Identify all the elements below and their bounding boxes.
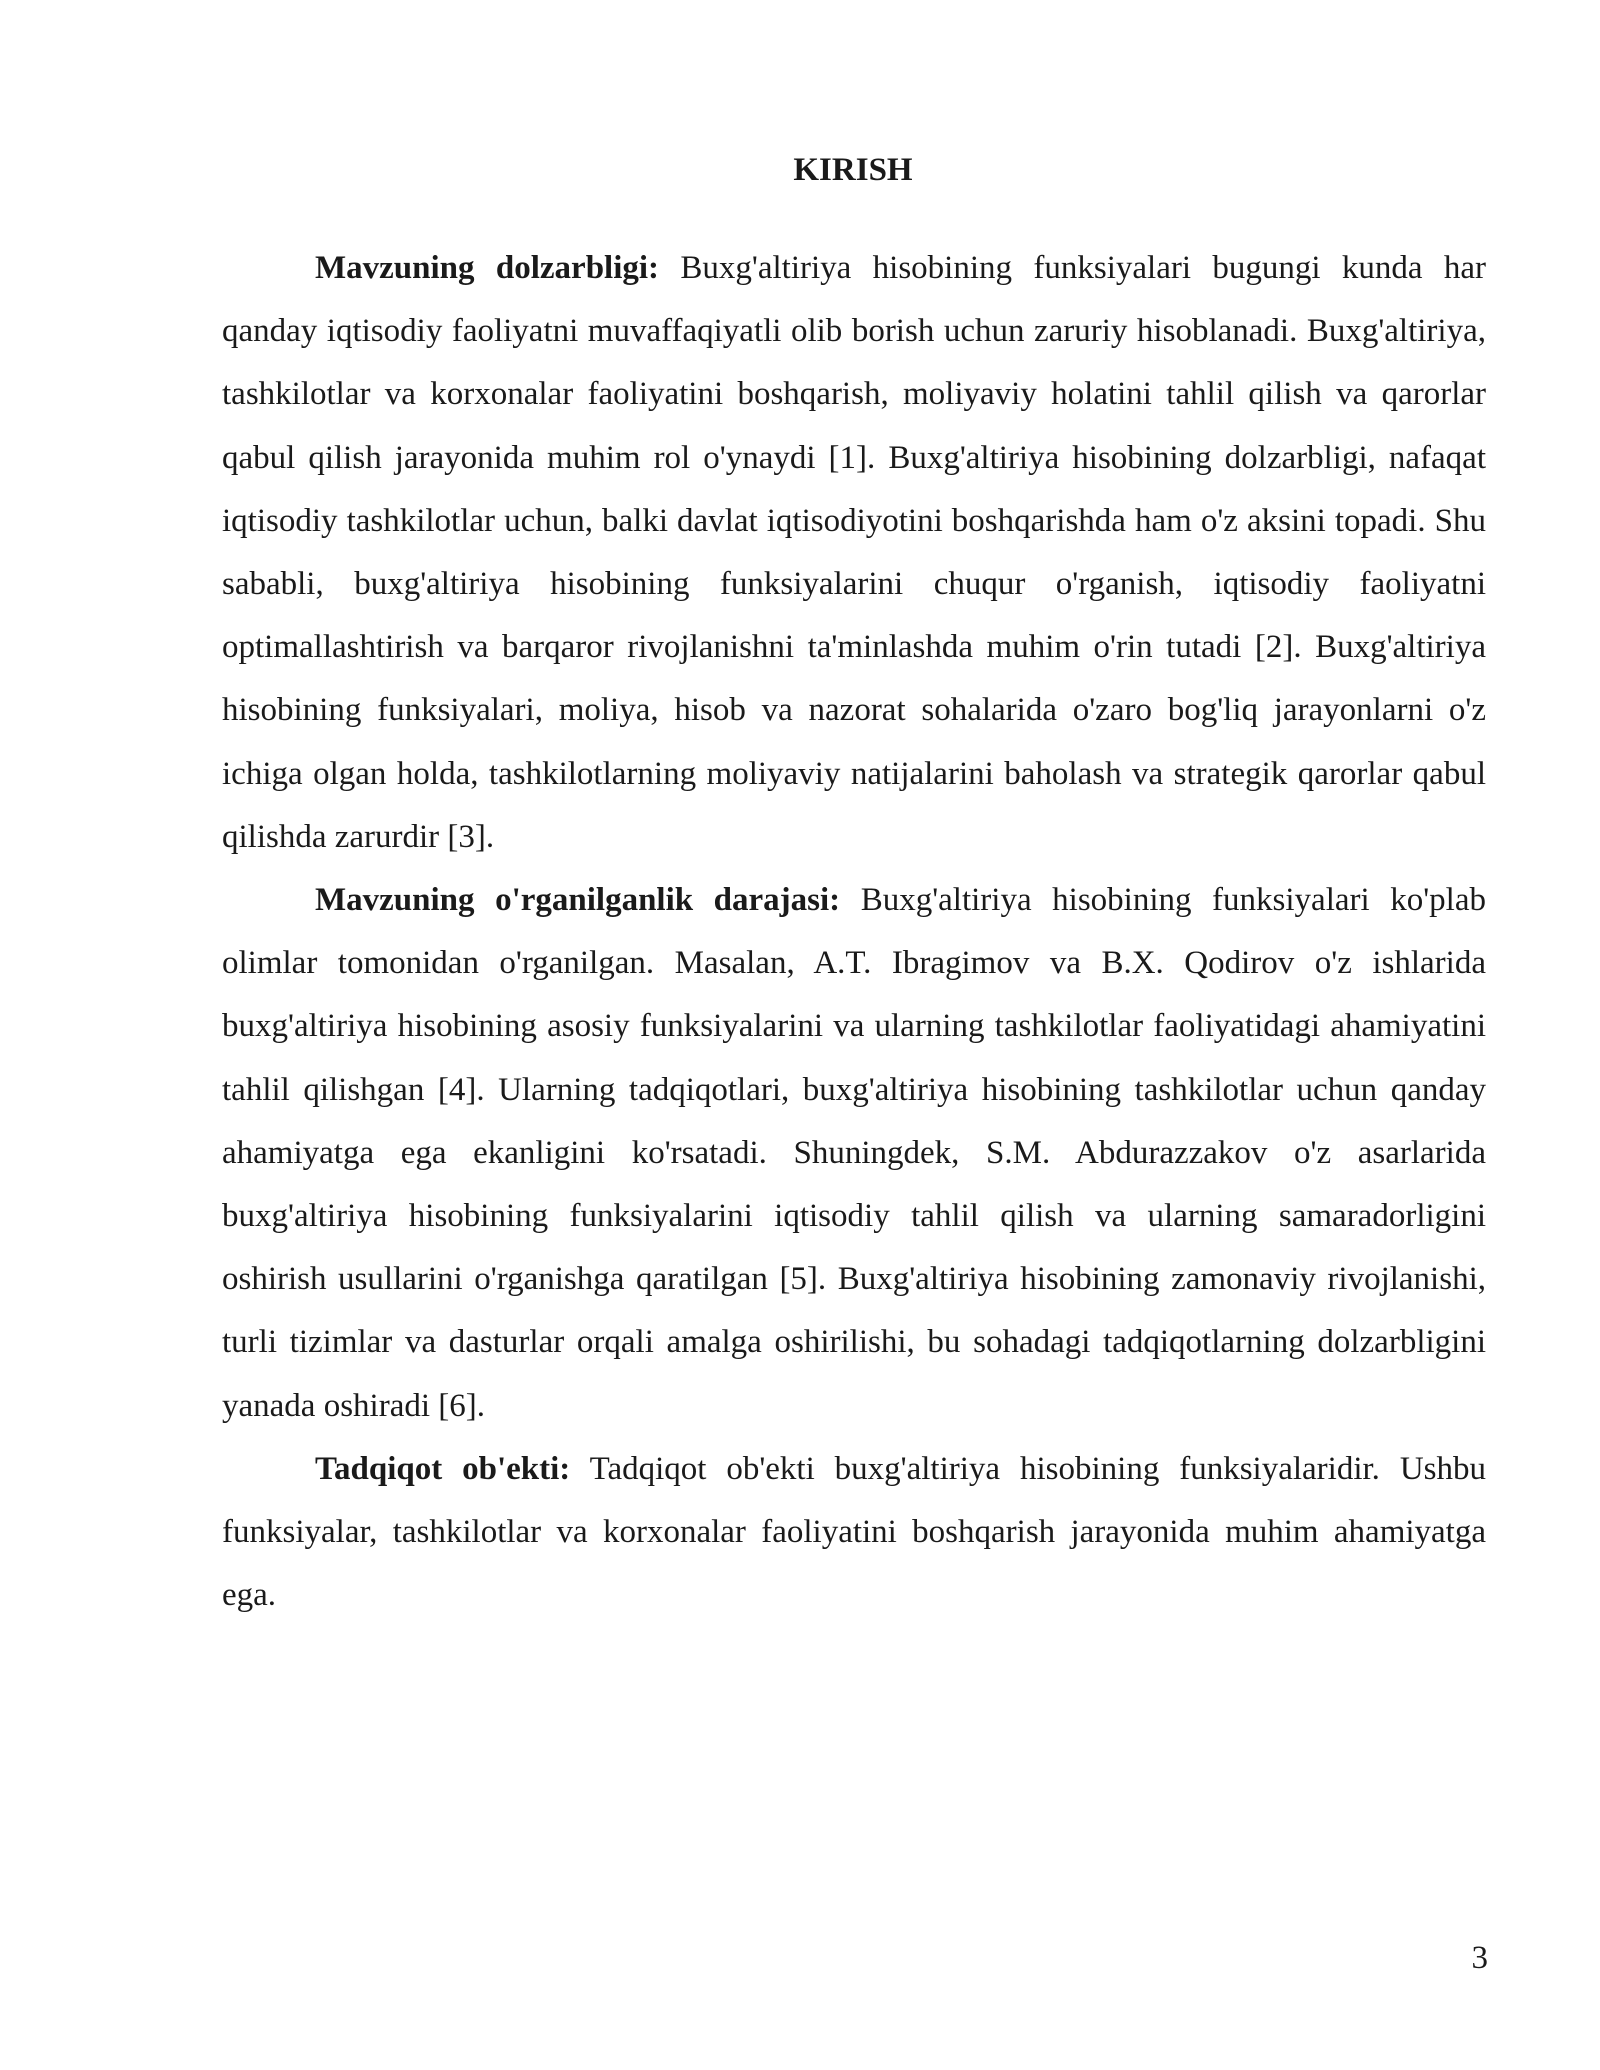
paragraph-text: Buxg'altiriya hisobining funksiyalari ko'plab olimlar tomonidan o'rganilgan. Masalan, A.T. Ibragimov va B.X. Qodirov o'z ishlarida buxg'altiriya hisobining asosiy funksiyalarini va ularning tashkilotlar faoliyatidagi ahamiyatini tahlil qilishgan [4]. Ularning tadqiqotlari, buxg'altiriya hisobining tashkilotlar uchun qanday ahamiyatga ega ekanligini ko'rsatadi. Shuningdek, S.M. Abdurazzakov o'z asarlarida buxg'altiriya hisobining funksiyalarini iqtisodiy tahlil qilish va ularning samaradorligini oshirish usullarini o'rganishga qaratilgan [5]. Buxg'altiriya hisobining zamonaviy rivojlanishi, turli tizimlar va dasturlar orqali amalga oshirilishi, bu sohadagi tadqiqotlarning dolzarbligini yanada oshiradi [6]. [222, 882, 1486, 1424]
paragraph-heading: Mavzuning o'rganilganlik darajasi: [315, 882, 841, 919]
paragraph-text: Tadqiqot ob'ekti buxg'altiriya hisobining funksiyalaridir. Ushbu funksiyalar, tashkilotlar va korxonalar faoliyatini boshqarish jarayonida muhim ahamiyatga ega. [222, 1450, 1487, 1614]
paragraph-research-object [222, 1438, 1486, 1628]
page-number: 3 [1471, 1940, 1488, 1976]
paragraph-heading: Mavzuning dolzarbligi: [315, 250, 660, 286]
paragraph-relevance [222, 237, 1486, 869]
page-title: KIRISH [793, 152, 913, 188]
paragraph-study-level [222, 869, 1486, 1438]
document-body [222, 237, 1486, 1627]
paragraph-text: Buxg'altiriya hisobining funksiyalari bugungi kunda har qanday iqtisodiy faoliyatni muvaffaqiyatli olib borish uchun zaruriy hisoblanadi. Buxg'altiriya, tashkilotlar va korxonalar faoliyatini boshqarish, moliyaviy holatini tahlil qilish va qarorlar qabul qilish jarayonida muhim rol o'ynaydi [1]. Buxg'altiriya hisobining dolzarbligi, nafaqat iqtisodiy tashkilotlar uchun, balki davlat iqtisodiyotini boshqarishda ham o'z aksini topadi. Shu sababli, buxg'altiriya hisobining funksiyalarini chuqur o'rganish, iqtisodiy faoliyatni optimallashtirish va barqaror rivojlanishni ta'minlashda muhim o'rin tutadi [2]. Buxg'altiriya hisobining funksiyalari, moliya, hisob va nazorat sohalarida o'zaro bog'liq jarayonlarni o'z ichiga olgan holda, tashkilotlarning moliyaviy natijalarini baholash va strategik qarorlar qabul qilishda zarurdir [3]. [222, 250, 1487, 855]
paragraph-heading: Tadqiqot ob'ekti: [315, 1450, 571, 1487]
